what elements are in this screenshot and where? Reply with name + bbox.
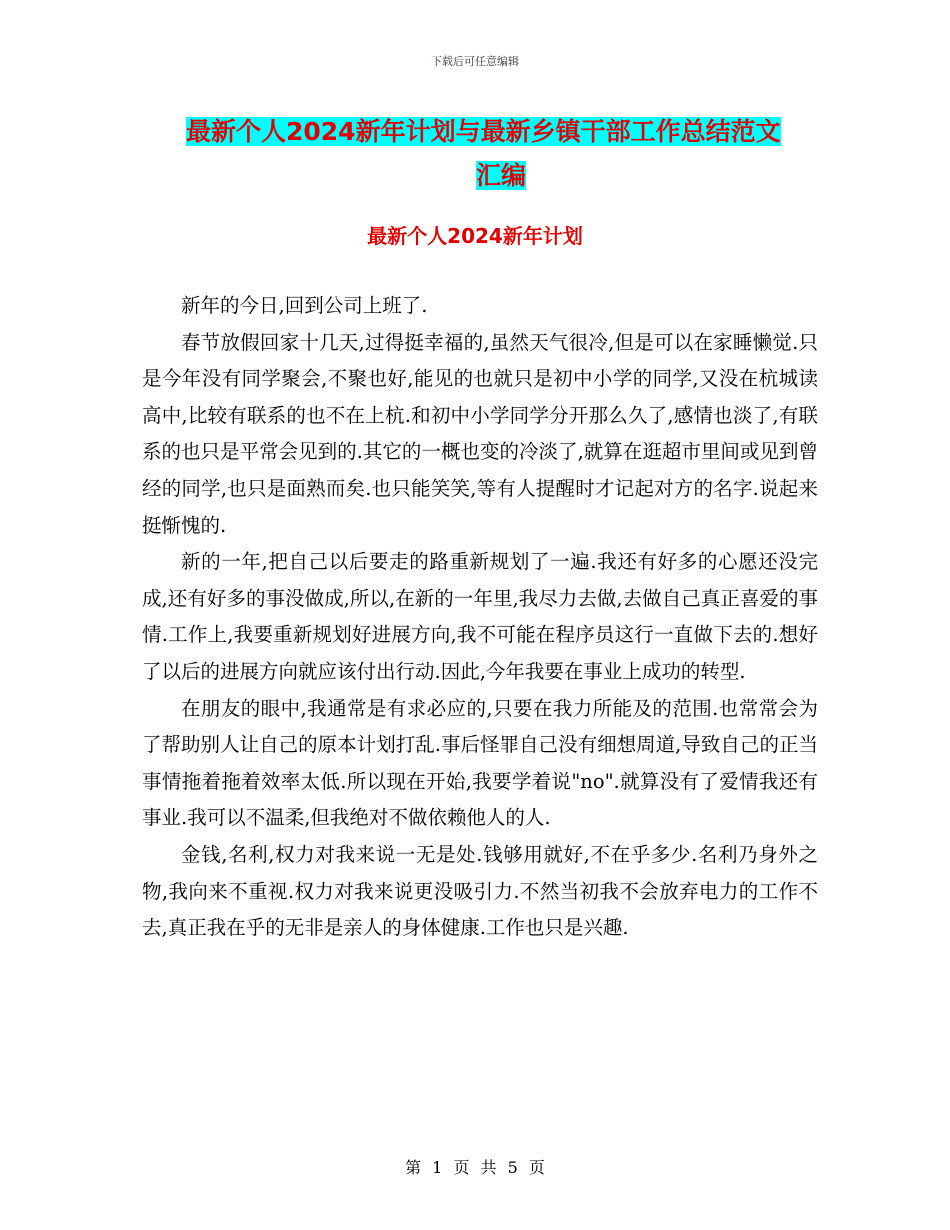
document-title-line1: 最新个人2024新年计划与最新乡镇干部工作总结范文 [186,117,781,146]
document-body [142,288,818,947]
document-title [186,110,816,198]
section-title: 最新个人2024新年计划 [367,224,583,248]
header-note: 下载后可任意编辑 [431,55,519,68]
document-title-line2: 汇编 [475,161,526,190]
page-number: 第 1 页 共 5 页 [405,1158,545,1177]
paragraph: 在朋友的眼中,我通常是有求必应的,只要在我力所能及的范围.也常常会为了帮助别人让自己的原本计划打乱.事后怪罪自己没有细想周道,导致自己的正当事情拖着拖着效率太低.所以现在开始,我要学着说"no".就算没有了爱情我还有事业.我可以不温柔,但我绝对不做依赖他人的人. [142,696,818,830]
paragraph: 金钱,名利,权力对我来说一无是处.钱够用就好,不在乎多少.名利乃身外之物,我向来不重视.权力对我来说更没吸引力.不然当初我不会放弃电力的工作不去,真正我在乎的无非是亲人的身体健康.工作也只是兴趣. [142,842,818,940]
paragraph: 新的一年,把自己以后要走的路重新规划了一遍.我还有好多的心愿还没完成,还有好多的事没做成,所以,在新的一年里,我尽力去做,去做自己真正喜爱的事情.工作上,我要重新规划好进展方向,我不可能在程序员这行一直做下去的.想好了以后的进展方向就应该付出行动.因此,今年我要在事业上成功的转型. [142,550,818,683]
paragraph: 新年的今日,回到公司上班了. [181,294,428,317]
paragraph: 春节放假回家十几天,过得挺幸福的,虽然天气很冷,但是可以在家睡懒觉.只是今年没有同学聚会,不聚也好,能见的也就只是初中小学的同学,又没在杭城读高中,比较有联系的也不在上杭.和初中小学同学分开那么久了,感情也淡了,有联系的也只是平常会见到的.其它的一概也变的冷淡了,就算在逛超市里间或见到曾经的同学,也只是面熟而矣.也只能笑笑,等有人提醒时才记起对方的名字.说起来挺惭愧的. [142,330,818,537]
